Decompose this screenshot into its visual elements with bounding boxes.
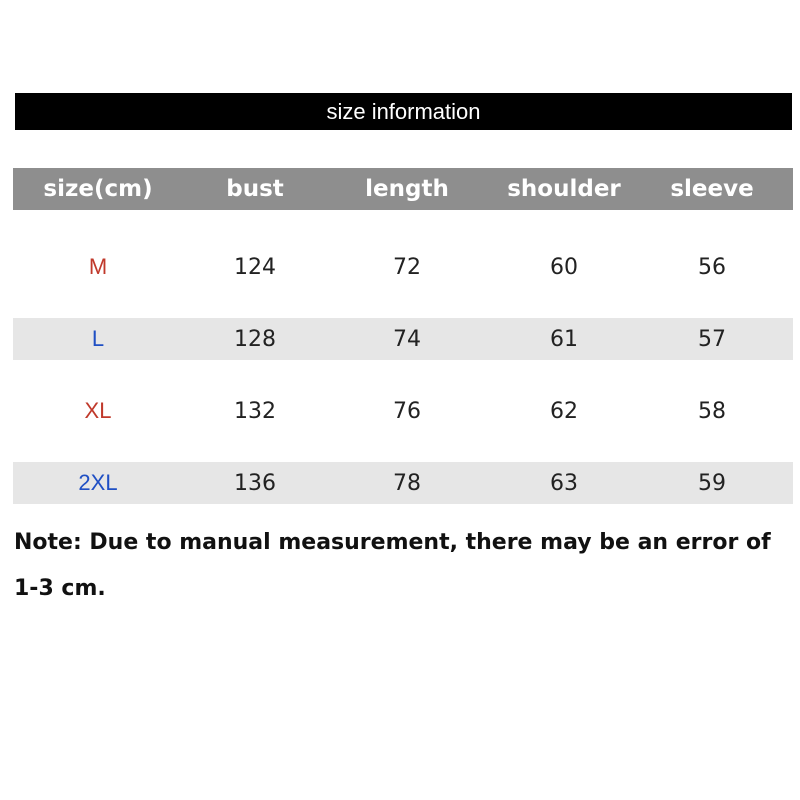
length-value: 74 [393,326,421,352]
note-line-2: 1-3 cm. [14,576,106,601]
bust-value: 132 [234,398,276,424]
size-label: XL [84,398,112,423]
bust-value: 124 [234,254,276,280]
header-shoulder: shoulder [507,176,621,202]
bust-value: 128 [234,326,276,352]
length-value: 78 [393,470,421,496]
shoulder-value: 62 [550,398,578,424]
table-header-row [13,168,793,210]
shoulder-value: 63 [550,470,578,496]
shoulder-value: 61 [550,326,578,352]
note-line-1: Note: Due to manual measurement, there may be an error of [14,530,771,555]
measurement-note [14,520,794,612]
sleeve-value: 58 [698,398,726,424]
size-label: L [91,326,105,351]
table-row [13,318,793,360]
sleeve-value: 59 [698,470,726,496]
sleeve-value: 57 [698,326,726,352]
size-label: 2XL [78,470,118,495]
banner-title: size information [326,98,481,124]
sleeve-value: 56 [698,254,726,280]
table-row [13,390,793,432]
size-information-banner [15,93,792,130]
shoulder-value: 60 [550,254,578,280]
size-label: M [88,254,108,279]
header-sleeve: sleeve [670,176,754,202]
header-size: size(cm) [43,176,153,202]
bust-value: 136 [234,470,276,496]
table-row [13,246,793,288]
length-value: 72 [393,254,421,280]
table-row [13,462,793,504]
header-bust: bust [226,176,284,202]
header-length: length [365,176,449,202]
length-value: 76 [393,398,421,424]
